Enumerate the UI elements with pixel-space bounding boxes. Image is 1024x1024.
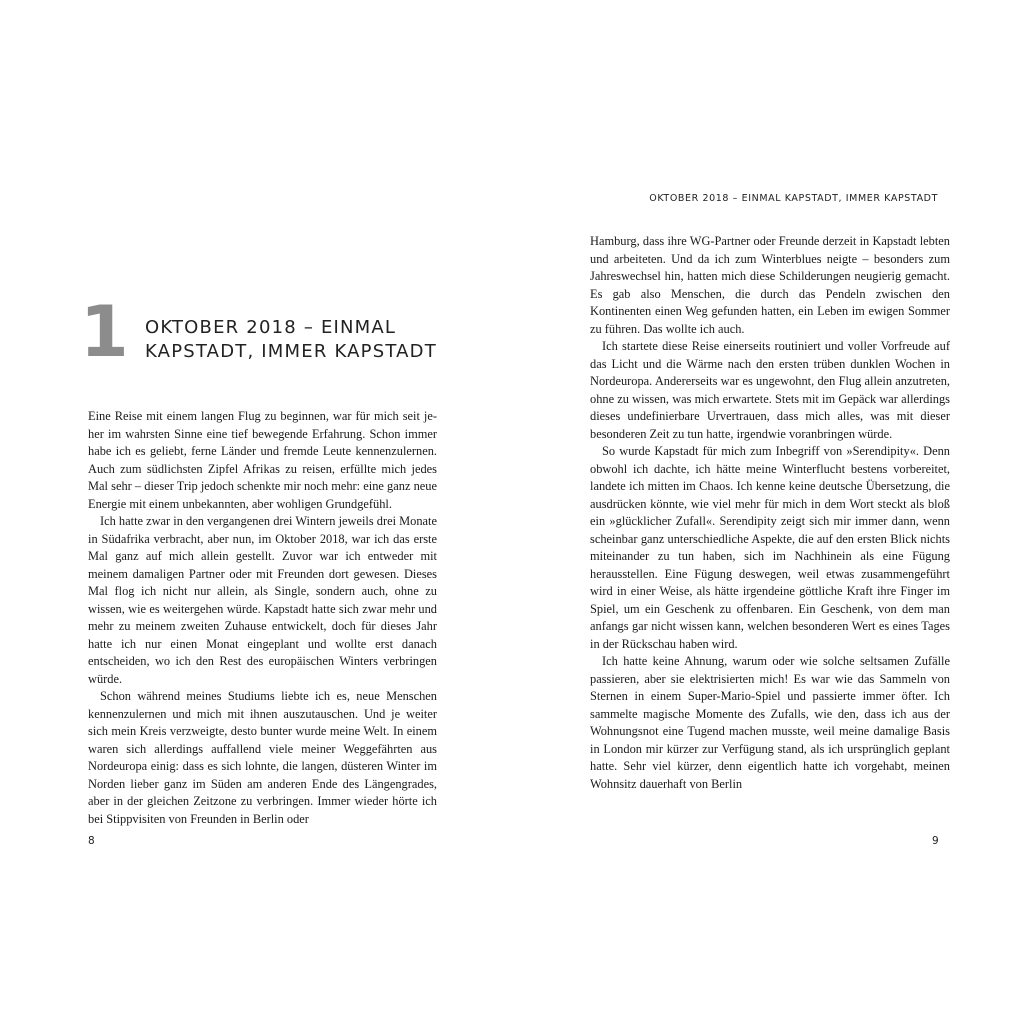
running-head: OKTOBER 2018 – EINMAL KAPSTADT, IMMER KAPSTADT [649,193,938,204]
paragraph: Schon während meines Studiums liebte ich es, neue Menschen kennenzulernen und mich mit ihnen auszutauschen. Und je weiter sich mein Kreis verzweigte, desto bunter wurde meine Welt. In einem waren sich allerdings auffallend viele meiner Weggefährten aus Nordeuropa einig: dass es sich lohnte, die langen, düsteren Winter im Norden lieber ganz im Süden am anderen Ende des Längengrades, aber in der gleichen Zeitzone zu verbringen. Immer wieder hörte ich bei Stippvisiten von Freunden in Berlin oder [88,689,437,826]
right-page [512,0,1024,1024]
left-body-text [88,408,437,828]
paragraph: Ich startete diese Reise einerseits routiniert und voller Vorfreude auf das Licht und die Wärme nach den ersten trüben dunklen Wochen in Nordeuropa. Andererseits war es ungewohnt, den Flug allein anzutreten, ohne zu wissen, was mich erwartete. Stets mit im Gepäck war allerdings dieses undefinierbare Urvertrauen, dass mich alles, was mit dieser besonderen Zeit zu tun hatte, irgendwie voranbringen würde. [590,339,950,441]
page-number: 9 [932,835,939,847]
paragraph: Ich hatte keine Ahnung, warum oder wie solche seltsamen Zufälle passieren, aber sie elektrisierten mich! Es war wie das Sammeln von Sternen in einem Super-Mario-Spiel und passierte immer öfter. Ich sammelte magische Momente des Zufalls, wie den, dass ich aus der Wohnungsnot eine Tugend machen musste, weil meine damalige Basis in London mir kürzer zur Verfügung stand, als ich ursprünglich geplant hatte. Sehr viel kürzer, denn eigentlich hatte ich vorgehabt, meinen Wohnsitz dauerhaft von Berlin [590,654,950,791]
paragraph: Hamburg, dass ihre WG-Partner oder Freunde derzeit in Kapstadt lebten und arbeiteten. Und da ich zum Winterblues neigte – besonders zum Jahreswechsel hin, hatten mich diese Schilderungen neugierig gemacht. Es gab also Menschen, die durch das Pendeln zwischen den Kontinenten einen Weg gefunden hatten, ein Leben im ewigen Sommer zu führen. Das wollte ich auch. [590,234,950,336]
paragraph: Ich hatte zwar in den vergangenen drei Wintern jeweils drei Monate in Südafrika verbracht, aber nun, im Oktober 2018, war ich das erste Mal ganz auf mich allein gestellt. Zuvor war ich entweder mit meinem damaligen Partner oder mit Freunden dort gewesen. Dieses Mal flog ich nicht nur allein, als Single, sondern auch, ohne zu wissen, wie es weitergehen würde. Kapstadt hatte sich zwar mehr und mehr zu meinem zweiten Zuhause entwickelt, doch für dieses Jahr hatte ich nur einen Monat eingeplant und wollte erst danach entscheiden, wo ich den Rest des europäischen Winters verbringen würde. [88,514,437,686]
paragraph: So wurde Kapstadt für mich zum Inbegriff von »Serendipity«. Denn obwohl ich dachte, ich hätte meine Winterflucht bestens vorbereitet, landete ich mitten im Chaos. Ich kenne keine deutsche Übersetzung, die ausdrücken könnte, wie viel mehr für mich in dem Wort steckt als bloß ein »glücklicher Zufall«. Serendipity zeigt sich mir immer dann, wenn scheinbar ganz unterschiedliche Aspekte, die auf den ersten Blick nichts miteinander zu tun haben, sich im Nachhinein als eine Fügung herausstellen. Eine Fügung deswegen, weil etwas zusammengeführt wird in einer Weise, als hätte irgendeine göttliche Kraft ihre Finger im Spiel, um ein Geschenk zu offenbaren. Ein Geschenk, von dem man anfangs gar nicht wissen kann, welchen besonderen Wert es eines Tages in der Rückschau haben wird. [590,444,950,651]
chapter-number: 1 [80,291,129,373]
paragraph: Eine Reise mit einem langen Flug zu beginnen, war für mich seit jeher im wahrsten Sinne eine tief bewegende Erfahrung. Schon immer habe ich es geliebt, ferne Länder und fremde Leute kennenzulernen. Auch zum südlichsten Zipfel Afrikas zu reisen, erfüllte mich jedes Mal sehr – dieser Trip jedoch schenkte mir noch mehr: eine ganz neue Energie mit einem unbekannten, aber wohligen Grundgefühl. [88,409,437,511]
right-body-text [590,233,950,793]
page-number: 8 [88,835,95,847]
chapter-title: OKTOBER 2018 – EINMAL KAPSTADT, IMMER KAPSTADT [145,317,437,362]
